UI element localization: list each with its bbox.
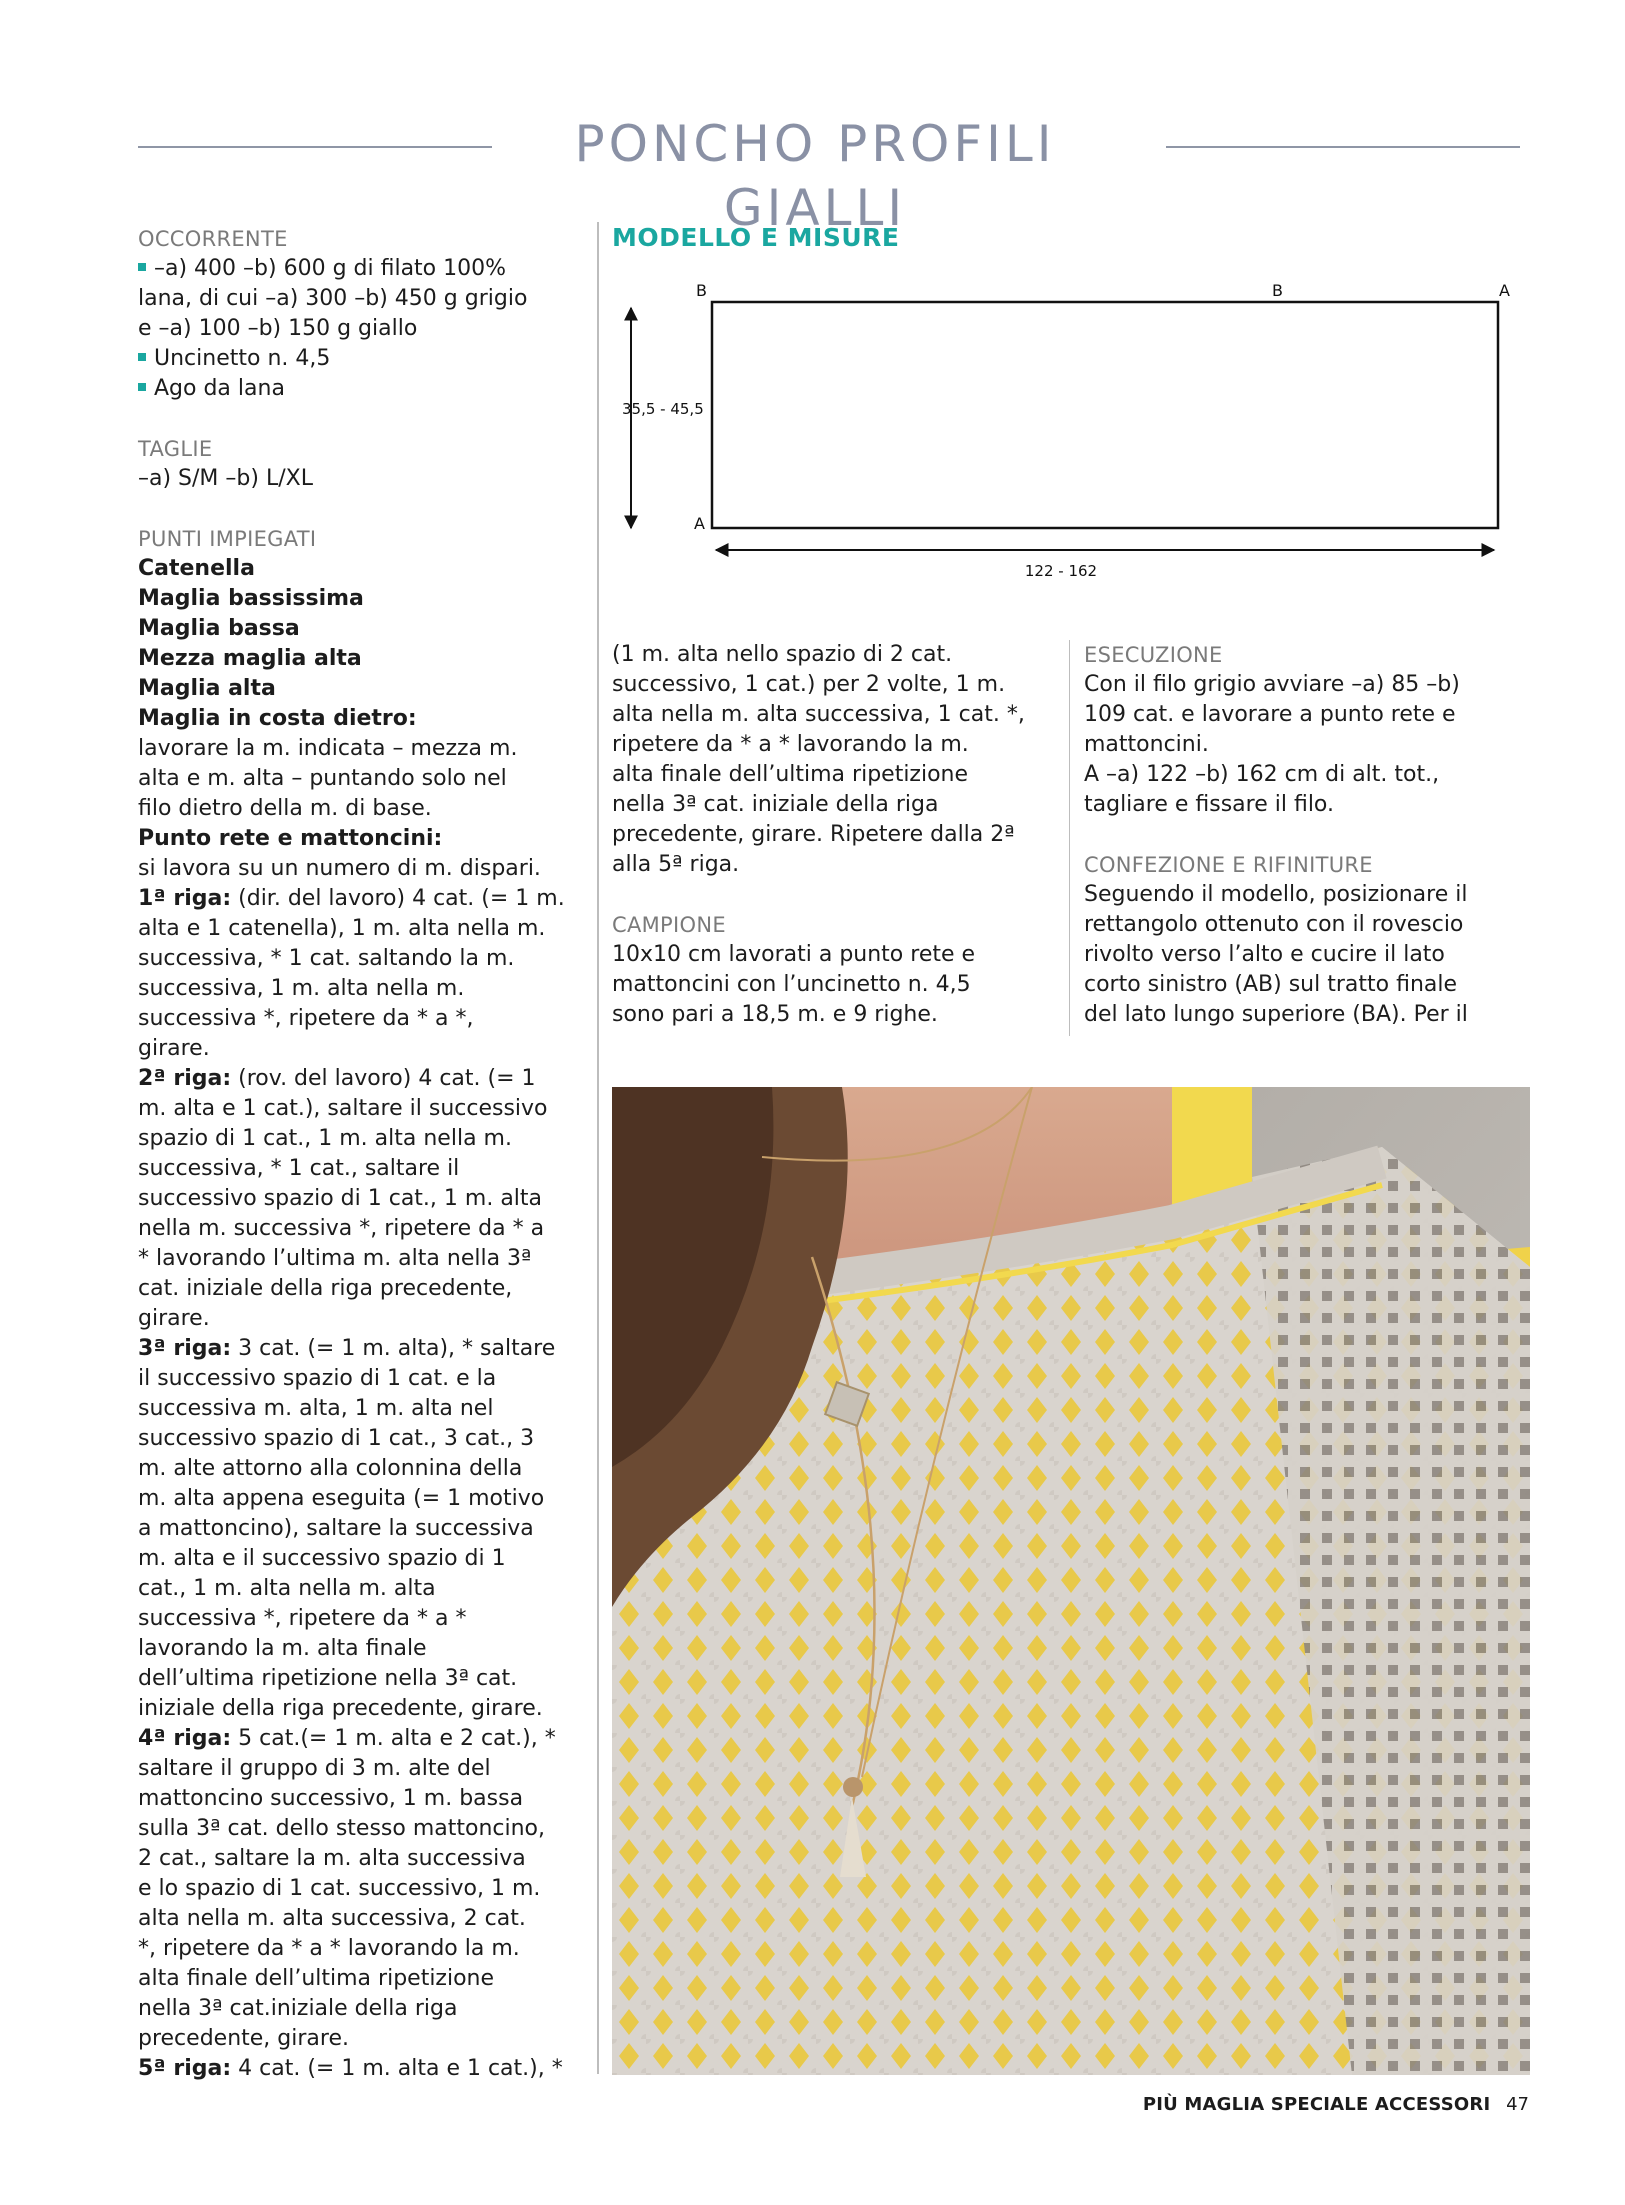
bullet-icon	[138, 263, 146, 271]
text-line: successivo, 1 cat.) per 2 volte, 1 m.	[612, 672, 1006, 697]
title-rule-right	[1166, 146, 1520, 148]
text-line: filo dietro della m. di base.	[138, 796, 432, 821]
page-title: PONCHO PROFILI GIALLI	[574, 115, 1056, 237]
text-line: 109 cat. e lavorare a punto rete e	[1084, 702, 1456, 727]
text-line: * lavorando l’ultima m. alta nella 3ª	[138, 1246, 532, 1271]
page-number: 47	[1506, 2094, 1529, 2115]
text-line: nella 3ª cat.iniziale della riga	[138, 1996, 458, 2021]
riga-2: 2ª riga: (rov. del lavoro) 4 cat. (= 1	[138, 1066, 536, 1091]
occorrente-list	[138, 254, 583, 404]
punto-name: Punto rete e mattoncini:	[138, 826, 443, 851]
text-line: 10x10 cm lavorati a punto rete e	[612, 942, 976, 967]
left-column	[138, 224, 583, 2084]
photo-illustration	[612, 1087, 1530, 2075]
text-line: alta finale dell’ultima ripetizione	[138, 1966, 495, 1991]
campione-heading: CAMPIONE	[612, 913, 726, 937]
text-line: lavorando la m. alta finale	[138, 1636, 427, 1661]
text-line: mattoncino successivo, 1 m. bassa	[138, 1786, 524, 1811]
bullet-icon	[138, 353, 146, 361]
text-line: m. alta e 1 cat.), saltare il successivo	[138, 1096, 548, 1121]
text-line: sono pari a 18,5 m. e 9 righe.	[612, 1002, 938, 1027]
text-line: dell’ultima ripetizione nella 3ª cat.	[138, 1666, 518, 1691]
text-line: rettangolo ottenuto con il rovescio	[1084, 912, 1464, 937]
riga-1: 1ª riga: (dir. del lavoro) 4 cat. (= 1 m.	[138, 886, 565, 911]
text-line: si lavora su un numero di m. dispari.	[138, 856, 541, 881]
page-footer	[1143, 2093, 1529, 2117]
poncho-photo	[612, 1087, 1530, 2075]
punto-name: Maglia bassa	[138, 616, 300, 641]
text-line: girare.	[138, 1036, 210, 1061]
text-line: m. alta appena eseguita (= 1 motivo	[138, 1486, 545, 1511]
text-line: m. alta e il successivo spazio di 1	[138, 1546, 506, 1571]
text-line: iniziale della riga precedente, girare.	[138, 1696, 543, 1721]
text-line: rivolto verso l’alto e cucire il lato	[1084, 942, 1445, 967]
confezione-heading: CONFEZIONE E RIFINITURE	[1084, 853, 1373, 877]
punto-name: Maglia in costa dietro:	[138, 706, 417, 731]
text-line: a mattoncino), saltare la successiva	[138, 1516, 534, 1541]
text-line: successiva m. alta, 1 m. alta nel	[138, 1396, 494, 1421]
punto-name: Mezza maglia alta	[138, 646, 362, 671]
label-a-bottom: A	[694, 514, 705, 533]
punto-name: Maglia bassissima	[138, 586, 364, 611]
text-line: alta e 1 catenella), 1 m. alta nella m.	[138, 916, 546, 941]
punto-name: Catenella	[138, 556, 255, 581]
schema-diagram	[612, 278, 1530, 578]
occorrente-item: Uncinetto n. 4,5	[138, 344, 583, 374]
width-label: 122 - 162	[1024, 562, 1098, 578]
height-label: 35,5 - 45,5	[622, 400, 704, 418]
text-line: cat., 1 m. alta nella m. alta	[138, 1576, 436, 1601]
punti-heading: PUNTI IMPIEGATI	[138, 527, 317, 551]
text-line: successivo spazio di 1 cat., 1 m. alta	[138, 1186, 543, 1211]
text-line: saltare il gruppo di 3 m. alte del	[138, 1756, 491, 1781]
bullet-icon	[138, 383, 146, 391]
text-line: alta nella m. alta successiva, 1 cat. *,	[612, 702, 1025, 727]
text-line: e lo spazio di 1 cat. successivo, 1 m.	[138, 1876, 541, 1901]
riga-3: 3ª riga: 3 cat. (= 1 m. alta), * saltare	[138, 1336, 556, 1361]
column-divider-2	[1069, 640, 1070, 1036]
esecuzione-heading: ESECUZIONE	[1084, 643, 1223, 667]
punto-name: Maglia alta	[138, 676, 276, 701]
label-b-left: B	[696, 281, 707, 300]
text-line: 2 cat., saltare la m. alta successiva	[138, 1846, 526, 1871]
text-line: m. alte attorno alla colonnina della	[138, 1456, 523, 1481]
right-column	[1084, 640, 1524, 1030]
occorrente-item: Ago da lana	[138, 374, 583, 404]
text-line: alla 5ª riga.	[612, 852, 740, 877]
text-line: *, ripetere da * a * lavorando la m.	[138, 1936, 520, 1961]
text-line: mattoncini con l’uncinetto n. 4,5	[612, 972, 971, 997]
text-line: spazio di 1 cat., 1 m. alta nella m.	[138, 1126, 512, 1151]
text-line: corto sinistro (AB) sul tratto finale	[1084, 972, 1458, 997]
text-line: alta e m. alta – puntando solo nel	[138, 766, 507, 791]
text-line: successiva, 1 m. alta nella m.	[138, 976, 465, 1001]
label-a-top: A	[1499, 281, 1510, 300]
text-line: lavorare la m. indicata – mezza m.	[138, 736, 518, 761]
text-line: ripetere da * a * lavorando la m.	[612, 732, 969, 757]
magazine-name: PIÙ MAGLIA SPECIALE ACCESSORI	[1142, 2094, 1491, 2115]
text-line: alta nella m. alta successiva, 2 cat.	[138, 1906, 526, 1931]
riga-4: 4ª riga: 5 cat.(= 1 m. alta e 2 cat.), *	[138, 1726, 556, 1751]
text-line: Con il filo grigio avviare –a) 85 –b)	[1084, 672, 1460, 697]
text-line: (1 m. alta nello spazio di 2 cat.	[612, 642, 953, 667]
taglie-text: –a) S/M –b) L/XL	[138, 466, 313, 491]
text-line: successiva, * 1 cat., saltare il	[138, 1156, 460, 1181]
middle-column	[612, 640, 1057, 1030]
poncho-rectangle	[712, 302, 1498, 528]
text-line: girare.	[138, 1306, 210, 1331]
punti-list	[138, 554, 583, 2084]
text-line: Seguendo il modello, posizionare il	[1084, 882, 1468, 907]
title-rule-left	[138, 146, 492, 148]
text-line: successivo spazio di 1 cat., 3 cat., 3	[138, 1426, 535, 1451]
occorrente-heading: OCCORRENTE	[138, 227, 288, 251]
text-line: tagliare e fissare il filo.	[1084, 792, 1335, 817]
text-line: alta finale dell’ultima ripetizione	[612, 762, 969, 787]
taglie-heading: TAGLIE	[138, 437, 213, 461]
text-line: A –a) 122 –b) 162 cm di alt. tot.,	[1084, 762, 1440, 787]
modello-heading: MODELLO E MISURE	[612, 223, 900, 252]
text-line: il successivo spazio di 1 cat. e la	[138, 1366, 497, 1391]
text-line: mattoncini.	[1084, 732, 1209, 757]
riga-5: 5ª riga: 4 cat. (= 1 m. alta e 1 cat.), *	[138, 2056, 563, 2081]
text-line: del lato lungo superiore (BA). Per il	[1084, 1002, 1468, 1027]
text-line: successiva *, ripetere da * a *	[138, 1606, 467, 1631]
text-line: nella 3ª cat. iniziale della riga	[612, 792, 939, 817]
text-line: sulla 3ª cat. dello stesso mattoncino,	[138, 1816, 545, 1841]
occorrente-item-cont: lana, di cui –a) 300 –b) 450 g grigio	[138, 286, 528, 311]
text-line: cat. iniziale della riga precedente,	[138, 1276, 513, 1301]
text-line: precedente, girare. Ripetere dalla 2ª	[612, 822, 1015, 847]
label-b-right: B	[1272, 281, 1283, 300]
occorrente-item: –a) 400 –b) 600 g di filato 100%	[138, 254, 583, 284]
text-line: nella m. successiva *, ripetere da * a	[138, 1216, 545, 1241]
text-line: precedente, girare.	[138, 2026, 349, 2051]
text-line: successiva, * 1 cat. saltando la m.	[138, 946, 515, 971]
text-line: successiva *, ripetere da * a *,	[138, 1006, 474, 1031]
column-divider	[597, 222, 599, 2074]
occorrente-item-cont: e –a) 100 –b) 150 g giallo	[138, 316, 418, 341]
